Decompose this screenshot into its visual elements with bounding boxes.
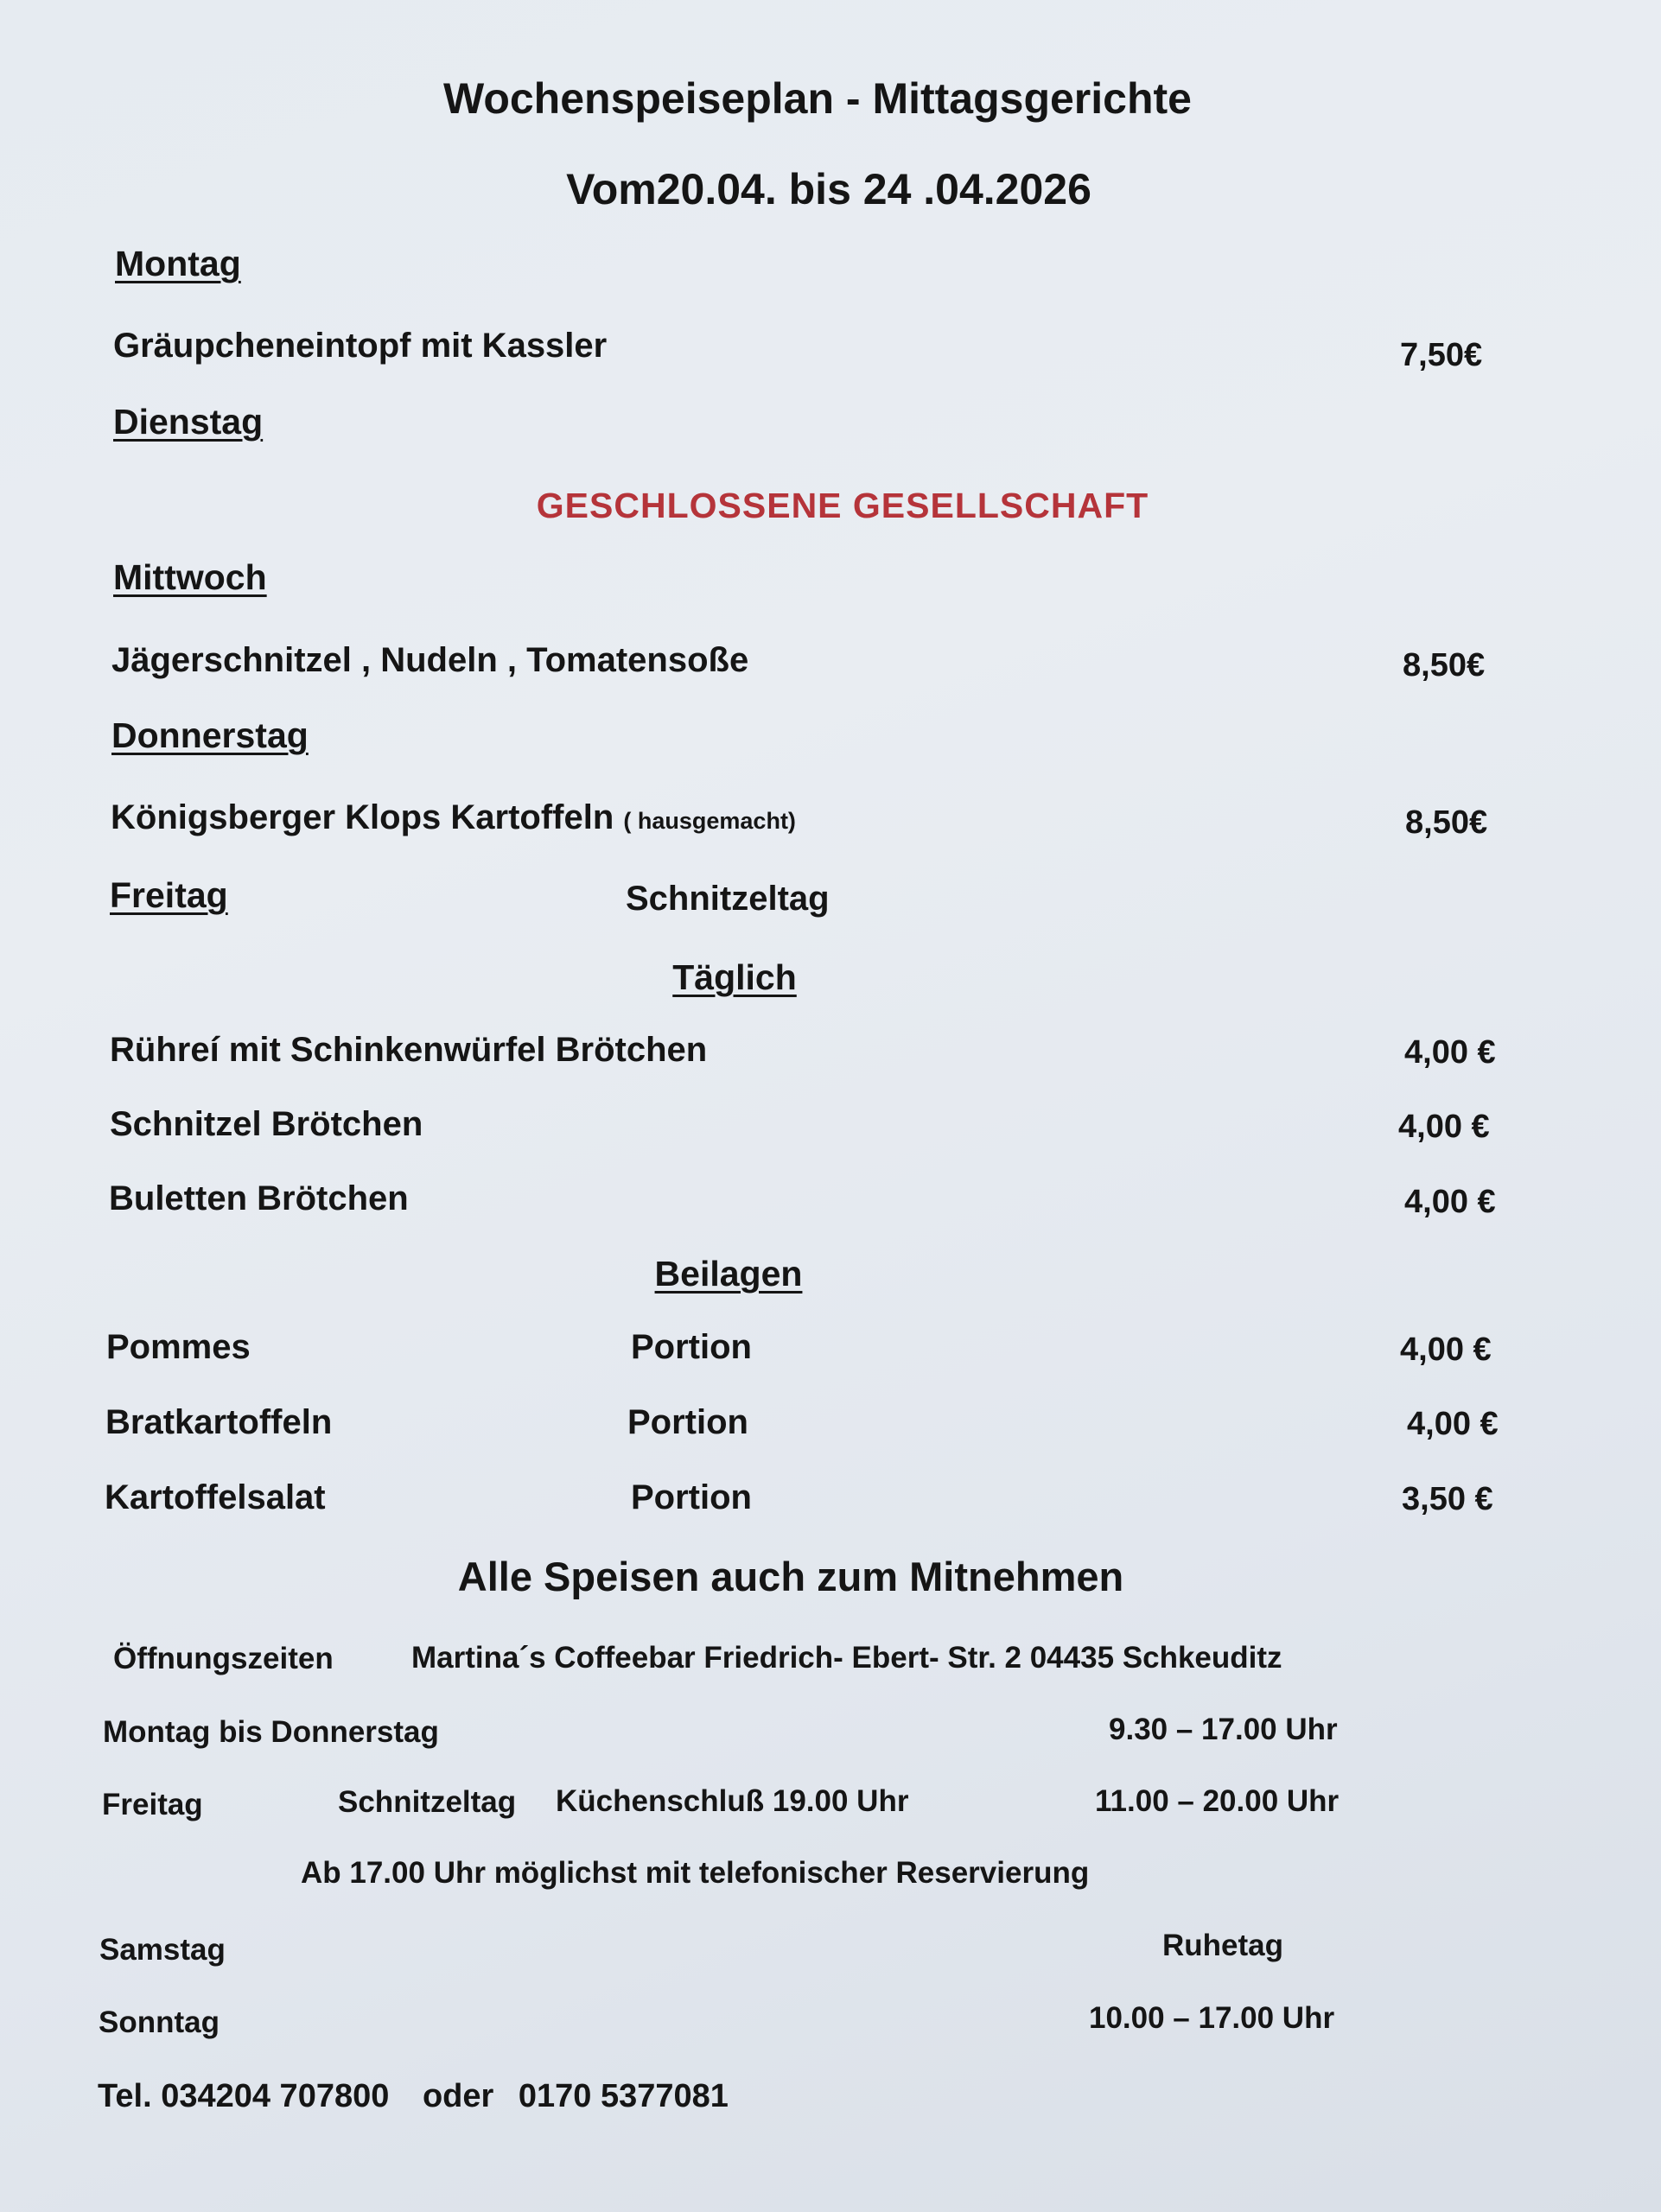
day-tuesday: Dienstag (113, 402, 264, 442)
takeaway-note: Alle Speisen auch zum Mitnehmen (457, 1554, 1124, 1599)
day-friday: Freitag (110, 875, 228, 915)
hours-time: Ruhetag (1162, 1929, 1283, 1962)
dish-wednesday: Jägerschnitzel , Nudeln , Tomatensoße (111, 641, 749, 679)
price-thursday: 8,50€ (1405, 804, 1488, 841)
phone-line (98, 2078, 729, 2115)
hours-day: Samstag (99, 1933, 226, 1967)
price-wednesday: 8,50€ (1403, 647, 1486, 683)
daily-item: Buletten Brötchen (109, 1179, 409, 1217)
date-range: Vom20.04. bis 24 .04.2026 (566, 165, 1091, 213)
sides-heading: Beilagen (654, 1254, 803, 1294)
hours-day: Freitag (102, 1788, 203, 1821)
opening-label: Öffnungszeiten (113, 1642, 334, 1675)
day-monday: Montag (115, 244, 241, 283)
phone-separator: oder (422, 2078, 494, 2114)
side-unit: Portion (627, 1403, 748, 1441)
friday-special: Schnitzeltag (626, 880, 830, 918)
daily-item-price: 4,00 € (1398, 1109, 1490, 1145)
hours-time: 11.00 – 20.00 Uhr (1095, 1784, 1340, 1818)
hours-time: 9.30 – 17.00 Uhr (1109, 1713, 1338, 1746)
side-unit: Portion (631, 1328, 752, 1366)
daily-item: Schnitzel Brötchen (110, 1105, 423, 1143)
side-price: 4,00 € (1400, 1332, 1492, 1368)
address: Martina´s Coffeebar Friedrich- Ebert- Str. 2 04435 Schkeuditz (411, 1641, 1282, 1675)
side-item: Pommes (106, 1328, 251, 1366)
day-wednesday: Mittwoch (113, 557, 267, 597)
price-monday: 7,50€ (1400, 337, 1483, 373)
side-item: Kartoffelsalat (105, 1478, 326, 1516)
dish-monday: Gräupcheneintopf mit Kassler (113, 327, 608, 365)
daily-heading: Täglich (672, 957, 797, 997)
side-price: 3,50 € (1402, 1481, 1493, 1517)
phone-number-1: Tel. 034204 707800 (98, 2078, 390, 2114)
hours-extra: Schnitzeltag (338, 1785, 517, 1819)
dish-thursday (111, 798, 796, 837)
side-unit: Portion (631, 1478, 752, 1516)
day-thursday: Donnerstag (111, 715, 309, 755)
side-price: 4,00 € (1407, 1406, 1499, 1442)
kitchen-close: Küchenschluß 19.00 Uhr (556, 1784, 909, 1818)
hours-day: Montag bis Donnerstag (103, 1715, 439, 1749)
closed-notice: GESCHLOSSENE GESELLSCHAFT (536, 486, 1149, 525)
page-title: Wochenspeiseplan - Mittagsgerichte (443, 74, 1192, 123)
hours-day: Sonntag (99, 2005, 220, 2039)
reservation-note: Ab 17.00 Uhr möglichst mit telefonischer Reservierung (301, 1856, 1090, 1890)
daily-item: Rühreí mit Schinkenwürfel Brötchen (110, 1031, 708, 1069)
daily-item-price: 4,00 € (1404, 1184, 1496, 1220)
side-item: Bratkartoffeln (105, 1403, 333, 1441)
dish-thursday-name: Königsberger Klops Kartoffeln (111, 798, 614, 836)
hours-time: 10.00 – 17.00 Uhr (1089, 2001, 1335, 2035)
dish-thursday-note: ( hausgemacht) (623, 808, 796, 834)
daily-item-price: 4,00 € (1404, 1034, 1496, 1071)
phone-number-2: 0170 5377081 (518, 2078, 729, 2114)
